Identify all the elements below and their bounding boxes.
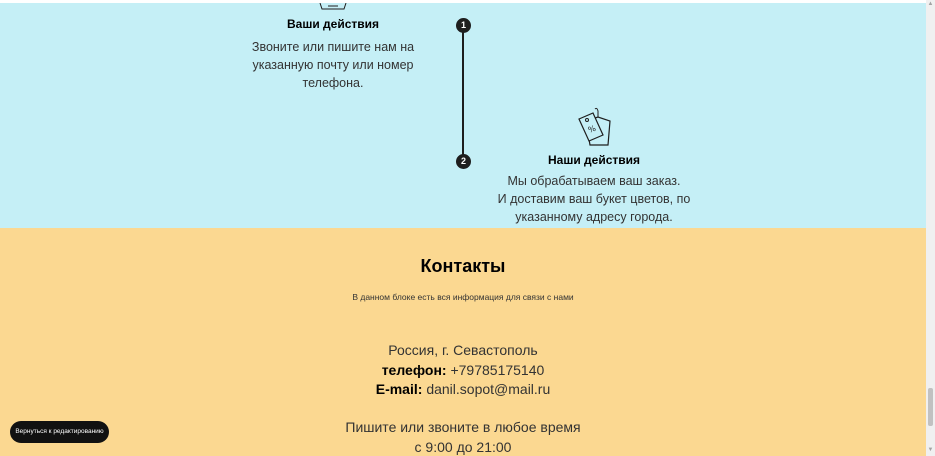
schedule bbox=[263, 418, 663, 456]
price-tags-icon bbox=[576, 107, 612, 147]
phone-row bbox=[263, 361, 663, 381]
timeline-line bbox=[462, 31, 464, 157]
step-1-line: указанную почту или номер bbox=[252, 58, 414, 72]
step-2-description bbox=[474, 172, 714, 226]
address: Россия, г. Севастополь bbox=[388, 342, 538, 358]
scroll-down-icon[interactable]: ▼ bbox=[927, 447, 934, 453]
scrollbar-thumb[interactable] bbox=[928, 388, 933, 426]
phone-label: телефон: bbox=[381, 361, 447, 378]
schedule-line: Пишите или звоните в любое время bbox=[345, 419, 581, 435]
scroll-up-icon[interactable]: ▲ bbox=[927, 1, 934, 7]
contacts-title: Контакты bbox=[420, 256, 506, 276]
email-value[interactable]: danil.sopot@mail.ru bbox=[426, 381, 551, 397]
step-2-line: И доставим ваш букет цветов, по bbox=[497, 192, 691, 206]
step-2-title: Наши действия bbox=[547, 153, 641, 167]
clipboard-icon bbox=[318, 3, 348, 13]
step-2-line: указанному адресу города. bbox=[515, 210, 673, 224]
contact-info bbox=[263, 341, 663, 400]
step-1-line: Звоните или пишите нам на bbox=[251, 40, 415, 54]
step-2-marker: 2 bbox=[456, 154, 471, 169]
step-2-line: Мы обрабатываем ваш заказ. bbox=[507, 174, 681, 188]
scrollbar[interactable] bbox=[926, 0, 935, 456]
contacts-section bbox=[0, 228, 926, 456]
step-1-title: Ваши действия bbox=[286, 17, 380, 31]
contacts-subtitle: В данном блоке есть вся информация для связи с нами bbox=[352, 292, 574, 302]
email-row bbox=[263, 380, 663, 400]
back-to-editing-button[interactable]: Вернуться к редактированию bbox=[10, 421, 109, 443]
schedule-hours: с 9:00 до 21:00 bbox=[414, 438, 512, 455]
steps-section bbox=[0, 3, 926, 228]
phone-value[interactable]: +79785175140 bbox=[450, 361, 545, 378]
step-1-description bbox=[233, 38, 433, 92]
step-1-marker: 1 bbox=[456, 18, 471, 33]
svg-text:%: % bbox=[586, 123, 598, 135]
email-label: E-mail: bbox=[375, 381, 423, 397]
step-1-line: телефона. bbox=[302, 76, 364, 90]
